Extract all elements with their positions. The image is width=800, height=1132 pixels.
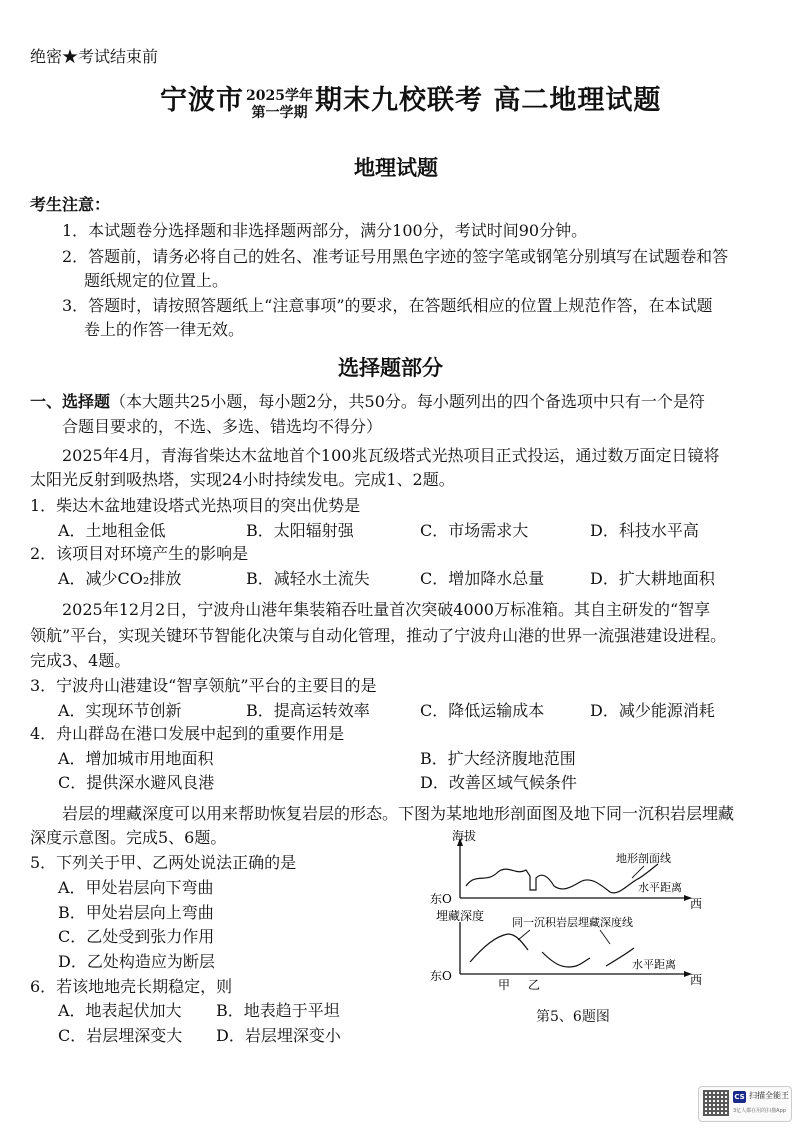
passage-1-line-1: 2025年4月，青海省柴达木盆地首个100兆瓦级塔式光热项目正式投运，通过数万面定日镜将 — [62, 446, 720, 465]
question-4-option-a[interactable]: A．增加城市用地面积 — [58, 749, 214, 768]
depth-leader-right — [600, 930, 610, 944]
section-intro-label: 一、选择题 — [30, 392, 111, 411]
passage-2-line-1: 2025年12月2日，宁波舟山港年集装箱吞吐量首次突破4000万标准箱。其自主研发的“智享 — [62, 600, 711, 619]
question-4-stem: 4．舟山群岛在港口发展中起到的重要作用是 — [30, 724, 345, 743]
notice-item-3-cont: 卷上的作答一律无效。 — [84, 320, 245, 339]
top-origin-label: 东O — [430, 892, 452, 906]
question-4-option-d[interactable]: D．改善区域气候条件 — [420, 773, 577, 792]
question-2-option-b[interactable]: B．减轻水土流失 — [246, 569, 370, 588]
question-5-option-a[interactable]: A．甲处岩层向下弯曲 — [58, 878, 214, 897]
secret-label: 绝密★考试结束前 — [30, 47, 159, 66]
qr-code-icon — [703, 1090, 729, 1116]
scanner-app-name: 扫描全能王 — [749, 1091, 789, 1100]
title-year: 2025学年 — [246, 87, 313, 104]
title-term-stack — [246, 88, 313, 122]
depth-curve-label: 同一沉积岩层埋藏深度线 — [512, 916, 633, 929]
figure-caption: 第5、6题图 — [536, 1009, 610, 1025]
passage-3-line-2: 深度示意图。完成5、6题。 — [30, 828, 227, 847]
question-6-option-c[interactable]: C．岩层埋深变大 — [58, 1026, 183, 1045]
top-west-label: 西 — [690, 897, 703, 911]
question-6-option-b[interactable]: B．地表趋于平坦 — [216, 1001, 340, 1020]
terrain-curve-label: 地形剖面线 — [616, 852, 671, 865]
question-3-option-c[interactable]: C．降低运输成本 — [420, 701, 545, 720]
notice-heading: 考生注意： — [30, 195, 111, 214]
point-jia-label: 甲 — [498, 978, 511, 992]
page-title — [160, 78, 661, 122]
subtitle: 地理试题 — [354, 155, 438, 180]
question-4-option-b[interactable]: B．扩大经济腹地范围 — [420, 749, 576, 768]
notice-item-2-cont: 题纸规定的位置上。 — [84, 271, 229, 290]
notice-item-2: 2．答题前，请务必将自己的姓名、准考证号用黑色字迹的签字笔或钢笔分别填写在试题卷和答 — [62, 247, 729, 266]
question-3-option-a[interactable]: A．实现环节创新 — [58, 701, 182, 720]
question-6-option-d[interactable]: D．岩层埋深变小 — [216, 1026, 341, 1045]
scanner-watermark — [698, 1086, 792, 1122]
point-yi-label: 乙 — [528, 978, 541, 992]
section-intro-cont: 合题目要求的，不选、多选、错选均不得分） — [62, 417, 383, 436]
bottom-origin-label: 东O — [430, 969, 452, 983]
top-y-label: 海拔 — [452, 829, 477, 843]
depth-leader-left — [518, 930, 530, 940]
question-5-option-b[interactable]: B．甲处岩层向上弯曲 — [58, 903, 214, 922]
question-5-option-d[interactable]: D．乙处构造应为断层 — [58, 952, 215, 971]
question-2-stem: 2．该项目对环境产生的影响是 — [30, 544, 249, 563]
section-title: 选择题部分 — [338, 355, 443, 380]
terrain-profile-line — [466, 864, 658, 893]
title-semester: 第一学期 — [251, 104, 308, 121]
question-5-stem: 5．下列关于甲、乙两处说法正确的是 — [30, 853, 297, 872]
question-1-option-b[interactable]: B．太阳辐射强 — [246, 521, 354, 540]
question-6-stem: 6．若该地地壳长期稳定，则 — [30, 977, 233, 996]
depth-line-segment-3 — [606, 948, 634, 966]
question-2-option-a[interactable]: A．减少CO₂排放 — [58, 569, 182, 588]
question-2-option-c[interactable]: C．增加降水总量 — [420, 569, 545, 588]
notice-item-3: 3．答题时，请按照答题纸上“注意事项”的要求，在答题纸相应的位置上规范作答，在本试题 — [62, 296, 713, 315]
top-x-label: 水平距离 — [638, 881, 682, 894]
question-1-option-c[interactable]: C．市场需求大 — [420, 521, 529, 540]
terrain-profile-figure — [430, 826, 710, 1006]
question-2-option-d[interactable]: D．扩大耕地面积 — [590, 569, 715, 588]
bottom-west-label: 西 — [690, 973, 703, 987]
bottom-x-label: 水平距离 — [632, 958, 676, 971]
title-prefix: 宁波市 — [160, 85, 244, 116]
question-4-option-c[interactable]: C．提供深水避风良港 — [58, 773, 215, 792]
depth-line-segment-2 — [542, 952, 590, 967]
section-intro-text: （本大题共25小题，每小题2分，共50分。每小题列出的四个备选项中只有一个是符 — [110, 392, 705, 411]
question-1-stem: 1．柴达木盆地建设塔式光热项目的突出优势是 — [30, 496, 361, 515]
question-5-option-c[interactable]: C．乙处受到张力作用 — [58, 927, 215, 946]
question-3-option-d[interactable]: D．减少能源消耗 — [590, 701, 715, 720]
bottom-y-label: 埋藏深度 — [436, 909, 485, 923]
notice-item-1: 1．本试题卷分选择题和非选择题两部分，满分100分，考试时间90分钟。 — [62, 221, 588, 240]
passage-1-line-2: 太阳光反射到吸热塔，实现24小时持续发电。完成1、2题。 — [30, 470, 455, 489]
section-intro — [30, 389, 705, 415]
title-suffix: 期末九校联考 高二地理试题 — [314, 85, 662, 116]
passage-3-line-1: 岩层的埋藏深度可以用来帮助恢复岩层的形态。下图为某地地形剖面图及地下同一沉积岩层埋藏 — [62, 804, 735, 823]
scanner-logo-icon: CS — [734, 1093, 745, 1101]
question-1-option-d[interactable]: D．科技水平高 — [590, 521, 699, 540]
scanner-tagline: 3亿人都在用的扫描App — [733, 1108, 786, 1114]
question-6-option-a[interactable]: A．地表起伏加大 — [58, 1001, 182, 1020]
passage-2-line-3: 完成3、4题。 — [30, 651, 131, 670]
question-1-option-a[interactable]: A．土地租金低 — [58, 521, 166, 540]
depth-line-segment-1 — [470, 934, 528, 962]
passage-2-line-2: 领航”平台，实现关键环节智能化决策与自动化管理，推动了宁波舟山港的世界一流强港建设进程。 — [30, 626, 727, 645]
question-3-option-b[interactable]: B．提高运转效率 — [246, 701, 370, 720]
question-3-stem: 3．宁波舟山港建设“智享领航”平台的主要目的是 — [30, 676, 377, 695]
